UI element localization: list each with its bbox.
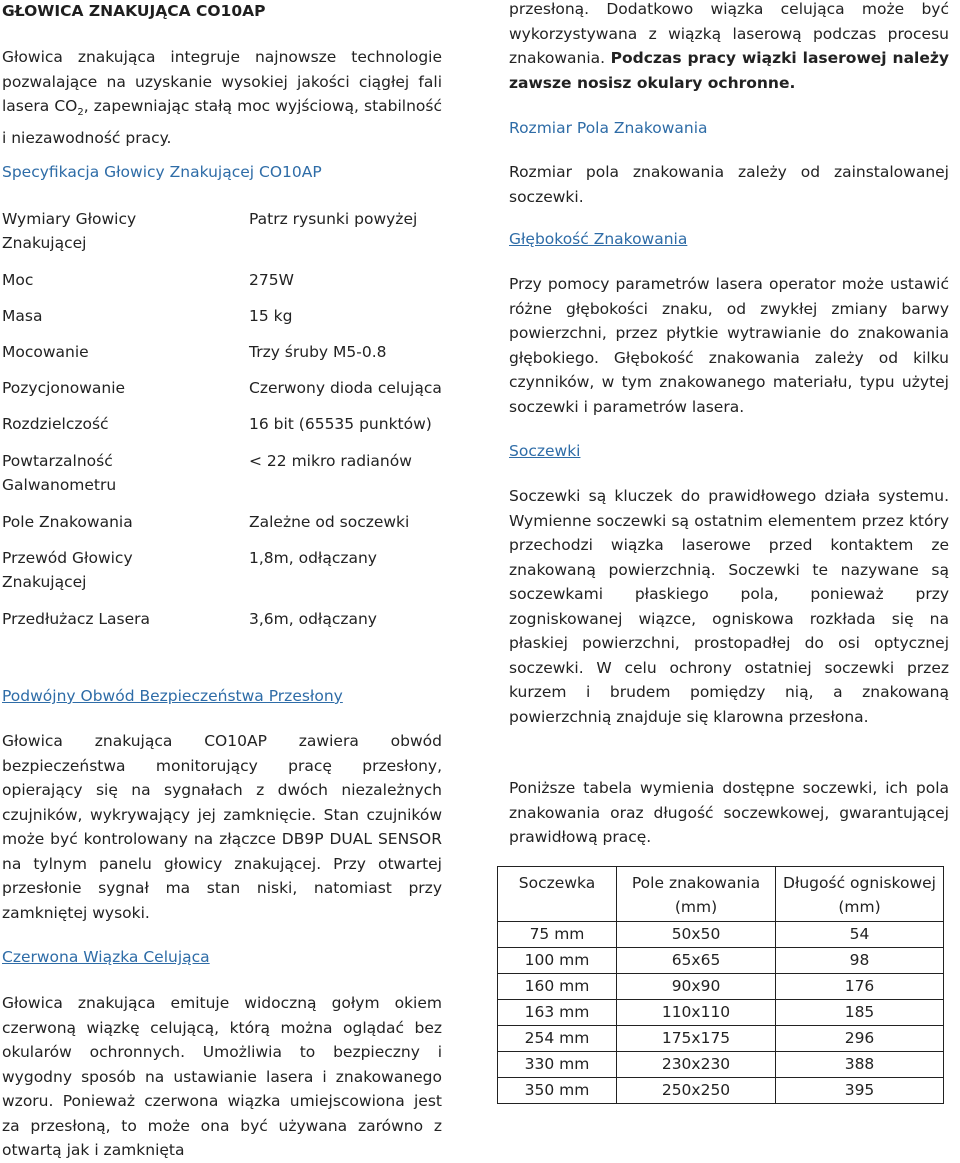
- spec-value: Czerwony dioda celująca: [249, 379, 442, 397]
- spec-label: Pozycjonowanie: [2, 379, 126, 397]
- safety-warning: Podczas pracy wiązki laserowej należy zawsze nosisz okulary ochronne.: [509, 49, 949, 92]
- spec-value: 16 bit (65535 punktów): [249, 415, 432, 433]
- lens-table-header-row: [498, 867, 944, 922]
- lens-cell: 350 mm: [498, 1078, 617, 1104]
- spec-label: Pole Znakowania: [2, 513, 133, 531]
- lens-cell: 163 mm: [498, 1000, 617, 1026]
- spec-value: 275W: [249, 271, 294, 289]
- table-row: [498, 922, 944, 948]
- red-beam-continuation-text: przesłoną. Dodatkowo wiązka celująca może być wykorzystywana z wiązką laserową podczas procesu znakowania.: [509, 0, 949, 67]
- field-cell: 230x230: [617, 1052, 776, 1078]
- lens-table-header: Soczewka: [498, 867, 617, 922]
- spec-value: < 22 mikro radianów: [249, 452, 412, 470]
- spec-label: Przewód Głowicy Znakującej: [2, 549, 133, 591]
- spec-label: Powtarzalność Galwanometru: [2, 452, 117, 494]
- table-row: [498, 1052, 944, 1078]
- lens-cell: 75 mm: [498, 922, 617, 948]
- spec-value: Patrz rysunki powyżej: [249, 210, 418, 228]
- spec-value: 1,8m, odłączany: [249, 549, 377, 567]
- focal-cell: 296: [776, 1026, 944, 1052]
- lens-table: [497, 866, 944, 1104]
- lens-cell: 254 mm: [498, 1026, 617, 1052]
- table-row: [498, 974, 944, 1000]
- focal-cell: 395: [776, 1078, 944, 1104]
- red-beam-heading: Czerwona Wiązka Celująca: [2, 948, 210, 966]
- lens-table-header: Pole znakowania (mm): [617, 867, 776, 922]
- focal-cell: 185: [776, 1000, 944, 1026]
- table-row: [498, 948, 944, 974]
- field-cell: 175x175: [617, 1026, 776, 1052]
- red-beam-paragraph: Głowica znakująca emituje widoczną gołym okiem czerwoną wiązkę celującą, którą można oglądać bez okularów ochronnych. Umożliwia to bezpieczny i wygodny sposób na ustawianie lasera i znakowanego wzoru. Ponieważ czerwona wiązka umiejscowiona jest za przesłoną, to może ona być używana zarówno z otwartą jak i zamknięta: [2, 994, 442, 1159]
- lenses-table-intro: Poniższe tabela wymienia dostępne soczewki, ich pola znakowania oraz długość soczewkowej, gwarantującej prawidłową pracę.: [509, 779, 949, 846]
- table-row: [498, 1078, 944, 1104]
- field-size-heading: Rozmiar Pola Znakowania: [509, 119, 708, 137]
- field-cell: 50x50: [617, 922, 776, 948]
- red-beam-continuation: [509, 0, 949, 95]
- intro-subscript: 2: [77, 107, 84, 119]
- spec-heading: Specyfikacja Głowicy Znakującej CO10AP: [2, 163, 322, 181]
- spec-value: Zależne od soczewki: [249, 513, 410, 531]
- table-row: [498, 1026, 944, 1052]
- intro-text-end: , zapewniając stałą moc wyjściową, stabilność i niezawodność pracy.: [2, 97, 442, 147]
- field-size-paragraph: Rozmiar pola znakowania zależy od zainstalowanej soczewki.: [509, 163, 949, 206]
- page-title: GŁOWICA ZNAKUJĄCA CO10AP: [2, 2, 266, 20]
- safety-heading: Podwójny Obwód Bezpieczeństwa Przesłony: [2, 687, 343, 705]
- lenses-heading: Soczewki: [509, 442, 581, 460]
- intro-text: Głowica znakująca integruje najnowsze technologie pozwalające na uzyskanie wysokiej jakości ciągłej fali lasera CO: [2, 48, 442, 115]
- spec-value: 3,6m, odłączany: [249, 610, 377, 628]
- focal-cell: 54: [776, 922, 944, 948]
- focal-cell: 388: [776, 1052, 944, 1078]
- spec-label: Wymiary Głowicy Znakującej: [2, 210, 137, 252]
- table-row: [498, 1000, 944, 1026]
- lens-cell: 100 mm: [498, 948, 617, 974]
- spec-value: Trzy śruby M5-0.8: [249, 343, 387, 361]
- focal-cell: 98: [776, 948, 944, 974]
- safety-paragraph: Głowica znakująca CO10AP zawiera obwód bezpieczeństwa monitorujący pracę przesłony, opierający się na sygnałach z dwóch niezależnych czujników, wykrywający jej zamknięcie. Stan czujników może być kontrolowany na złączce DB9P DUAL SENSOR na tylnym panelu głowicy znakującej. Przy otwartej przesłonie sygnał ma stan niski, natomiast przy zamkniętej wysoki.: [2, 732, 442, 922]
- spec-label: Moc: [2, 271, 34, 289]
- field-cell: 65x65: [617, 948, 776, 974]
- spec-label: Masa: [2, 307, 43, 325]
- depth-paragraph: Przy pomocy parametrów lasera operator może ustawić różne głębokości znaku, od zwykłej zmiany barwy powierzchni, przez płytkie wytrawianie do znakowania głębokiego. Głębokość znakowania zależy od kilku czynników, w tym znakowanego materiału, typu użytej soczewki i parametrów lasera.: [509, 275, 949, 416]
- field-cell: 250x250: [617, 1078, 776, 1104]
- lenses-paragraph: Soczewki są kluczek do prawidłowego działa systemu. Wymienne soczewki są ostatnim elementem przez który przechodzi wiązka laserowe przed kontaktem ze znakowaną powierzchnią. Soczewki te nazywane są soczewkami płaskiego pola, ponieważ przy zogniskowanej wiązce, ogniskowa rozkłada się na płaskiej powierzchni, prostopadłej do osi optycznej soczewki. W celu ochrony ostatniej soczewki przez kurzem i brudem pomiędzy nią, a znakowaną powierzchnią znajduje się klarowna przesłona.: [509, 487, 949, 726]
- focal-cell: 176: [776, 974, 944, 1000]
- lens-cell: 330 mm: [498, 1052, 617, 1078]
- spec-label: Rozdzielczość: [2, 415, 109, 433]
- spec-label: Przedłużacz Lasera: [2, 610, 151, 628]
- lens-cell: 160 mm: [498, 974, 617, 1000]
- intro-paragraph: [2, 45, 442, 150]
- lens-table-header: Długość ogniskowej (mm): [776, 867, 944, 922]
- field-cell: 110x110: [617, 1000, 776, 1026]
- field-cell: 90x90: [617, 974, 776, 1000]
- spec-label: Mocowanie: [2, 343, 89, 361]
- depth-heading: Głębokość Znakowania: [509, 230, 688, 248]
- spec-value: 15 kg: [249, 307, 293, 325]
